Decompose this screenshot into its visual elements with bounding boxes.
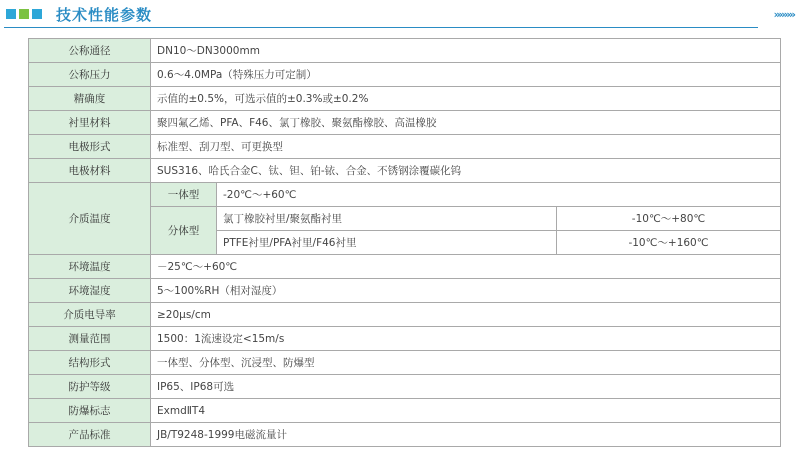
table-row [29, 39, 781, 63]
row-value: 1500：1流速设定<15m/s [151, 327, 781, 351]
table-row [29, 135, 781, 159]
row-label: 电极形式 [29, 135, 151, 159]
row-label: 精确度 [29, 87, 151, 111]
row-value: ≥20μs/cm [151, 303, 781, 327]
row-value: 一体型、分体型、沉浸型、防爆型 [151, 351, 781, 375]
split-ptfe-lining: PTFE衬里/PFA衬里/F46衬里 [217, 231, 557, 255]
row-label: 公称通径 [29, 39, 151, 63]
section-header [0, 0, 800, 30]
table-row [29, 375, 781, 399]
row-label: 介质电导率 [29, 303, 151, 327]
row-value: 标准型、刮刀型、可更换型 [151, 135, 781, 159]
table-row [29, 279, 781, 303]
row-value: 5～100%RH（相对湿度） [151, 279, 781, 303]
table-row [29, 63, 781, 87]
row-label: 环境温度 [29, 255, 151, 279]
row-value: JB/T9248-1999电磁流量计 [151, 423, 781, 447]
row-label: 结构形式 [29, 351, 151, 375]
row-value: IP65、IP68可选 [151, 375, 781, 399]
row-value: －25℃～+60℃ [151, 255, 781, 279]
decor-square-icon [19, 9, 29, 19]
decor-square-icon [6, 9, 16, 19]
sub-label-split: 分体型 [151, 207, 217, 255]
decor-square-icon [32, 9, 42, 19]
row-label: 环境湿度 [29, 279, 151, 303]
table-row [29, 255, 781, 279]
section-title: 技术性能参数 [56, 6, 153, 24]
row-value: DN10～DN3000mm [151, 39, 781, 63]
header-divider [4, 27, 758, 28]
row-value: 0.6～4.0MPa（特殊压力可定制） [151, 63, 781, 87]
row-label: 电极材料 [29, 159, 151, 183]
row-label: 测量范围 [29, 327, 151, 351]
row-label: 产品标准 [29, 423, 151, 447]
chevrons-right-icon: »»»» [773, 8, 794, 21]
table-row [29, 111, 781, 135]
sub-label-integral: 一体型 [151, 183, 217, 207]
row-label: 介质温度 [29, 183, 151, 255]
split-rubber-range: -10℃～+80℃ [557, 207, 781, 231]
row-value: 聚四氟乙烯、PFA、F46、氯丁橡胶、聚氨酯橡胶、高温橡胶 [151, 111, 781, 135]
table-row [29, 87, 781, 111]
table-row [29, 183, 781, 207]
split-ptfe-range: -10℃～+160℃ [557, 231, 781, 255]
integral-temp-range: -20℃～+60℃ [217, 183, 781, 207]
table-row [29, 399, 781, 423]
row-label: 公称压力 [29, 63, 151, 87]
row-value: ExmdⅡT4 [151, 399, 781, 423]
row-label: 衬里材料 [29, 111, 151, 135]
row-value: 示值的±0.5%，可选示值的±0.3%或±0.2% [151, 87, 781, 111]
table-row [29, 351, 781, 375]
table-row [29, 303, 781, 327]
table-row [29, 159, 781, 183]
split-rubber-lining: 氯丁橡胶衬里/聚氨酯衬里 [217, 207, 557, 231]
table-row [29, 327, 781, 351]
row-value: SUS316、哈氏合金C、钛、钽、铂-铱、合金、不锈钢涂覆碳化钨 [151, 159, 781, 183]
spec-table [28, 38, 781, 447]
row-label: 防护等级 [29, 375, 151, 399]
row-label: 防爆标志 [29, 399, 151, 423]
table-row [29, 423, 781, 447]
